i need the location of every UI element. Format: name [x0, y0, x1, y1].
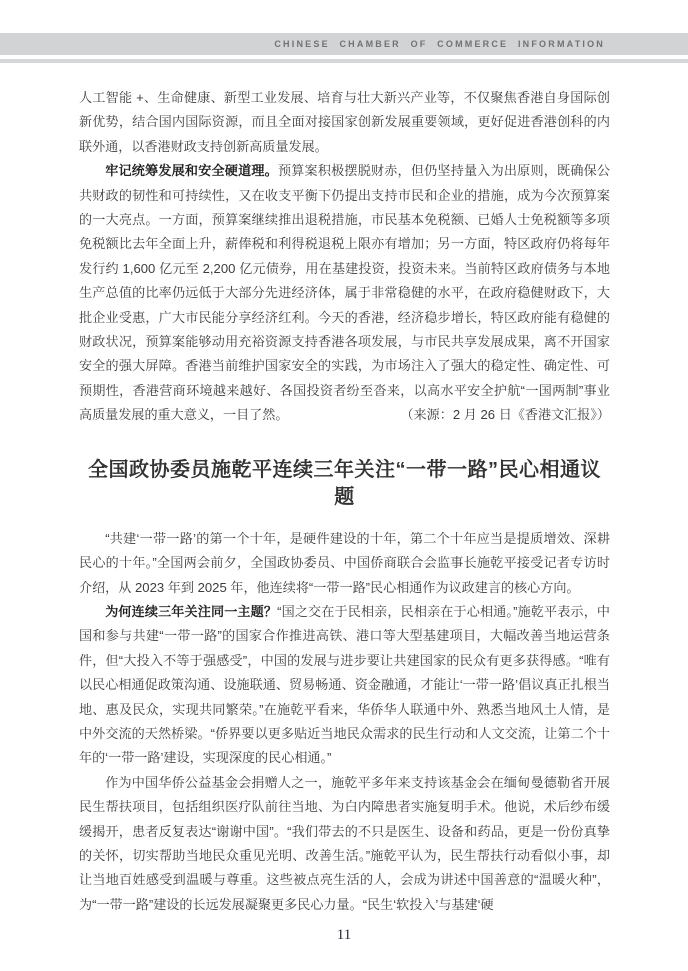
article1-paragraph2-body: 预算案积极摆脱财赤，但仍坚持量入为出原则，既确保公共财政的韧性和可持续性，又在收支平衡下仍提出支持市民和企业的措施，成为今次预算案的一大亮点。一方面，预算案继续推出退税措施，市民基本免税额、已婚人士免税额等多项免税额比去年全面上升，薪俸税和利得税退税上限亦有增加；另一方面，特区政府仍将每年发行约 1,600 亿元至 2,200 亿元债券，用在基建投资，投资未来。当前特区政府债务与本地生产总值的比率仍远低于大部分先进经济体，属于非常稳健的水平，在政府稳健财政下，大批企业受惠，广大市民能分享经济红利。今天的香港，经济稳步增长，特区政府能有稳健的财政状况，预算案能够动用充裕资源支持香港各项发展，与市民共享发展成果，离不开国家安全的强大屏障。香港当前维护国家安全的实践，为市场注入了强大的稳定性、确定性、可预期性，香港营商环境越来越好、各国投资者纷至沓来，以高水平安全护航“一国两制”事业高质量发展的重大意义，一目了然。 [79, 163, 610, 423]
article2-paragraph2-body: “国之交在于民相亲，民相亲在于心相通。”施乾平表示，中国和参与共建“一带一路”的国家合作推进高铁、港口等大型基建项目，大幅改善当地运营条件，但“大投入不等于强感受”，中国的发展与进步要让共建国家的民众有更多获得感。“唯有以民心相通促政策沟通、设施联通、贸易畅通、资金融通，才能让‘一带一路’倡议真正扎根当地、惠及民众，实现共同繁荣。”在施乾平看来，华侨华人联通中外、熟悉当地风土人情，是中外交流的天然桥梁。“侨界要以更多贴近当地民众需求的民生行动和人文交流，让第二个十年的‘一带一路’建设，实现深度的民心相通。” [79, 603, 611, 766]
header-banner-text: CHINESE CHAMBER OF COMMERCE INFORMATION [274, 39, 605, 49]
page-number: 11 [336, 927, 352, 943]
page-footer [0, 926, 688, 944]
page-content [79, 86, 610, 917]
article1-paragraph2 [79, 159, 610, 427]
article2-title: 全国政协委员施乾平连续三年关注“一带一路”民心相通议题 [88, 458, 601, 508]
header-divider [0, 59, 688, 63]
article2-paragraph2 [79, 600, 610, 771]
article2-paragraph1: “共建‘一带一路’的第一个十年，是硬件建设的十年，第二个十年应当是提质增效、深耕民心的十年。”全国两会前夕，全国政协委员、中国侨商联合会监事长施乾平接受记者专访时介绍，从 2023 年到 2025 年，他连续将“一带一路”民心相通作为议政建言的核心方向。 [79, 530, 610, 595]
article2-paragraph3: 作为中国华侨公益基金会捐赠人之一，施乾平多年来支持该基金会在缅甸曼德勒省开展民生帮扶项目，包括组织医疗队前往当地、为白内障患者实施复明手术。他说，术后纱布缓缓揭开，患者反复表达“谢谢中国”。“我们带去的不只是医生、设备和药品，更是一份份真挚的关怀，切实帮助当地民众重见光明、改善生活。”施乾平认为，民生帮扶行动看似小事，却让当地百姓感受到温暖与尊重。这些被点亮生活的人，会成为讲述中国善意的“温暖火种”，为“一带一路”建设的长远发展凝聚更多民心力量。“民生‘软投入’与基建‘硬 [79, 774, 610, 912]
header-banner [0, 33, 688, 55]
article1-source-attribution: （来源：2 月 26 日《香港文汇报》） [400, 407, 610, 423]
article2-paragraph2-lead: 为何连续三年关注同一主题？ [105, 603, 278, 619]
article1-paragraph2-lead: 牢记统筹发展和安全硬道理。 [105, 163, 278, 179]
article1-paragraph-continued: 人工智能 +、生命健康、新型工业发展、培育与壮大新兴产业等，不仅聚焦香港自身国际创新优势，结合国内国际资源，而且全面对接国家创新发展重要领域，更好促进香港创科的内联外通，以香港财政支持创新高质量发展。 [79, 90, 610, 154]
